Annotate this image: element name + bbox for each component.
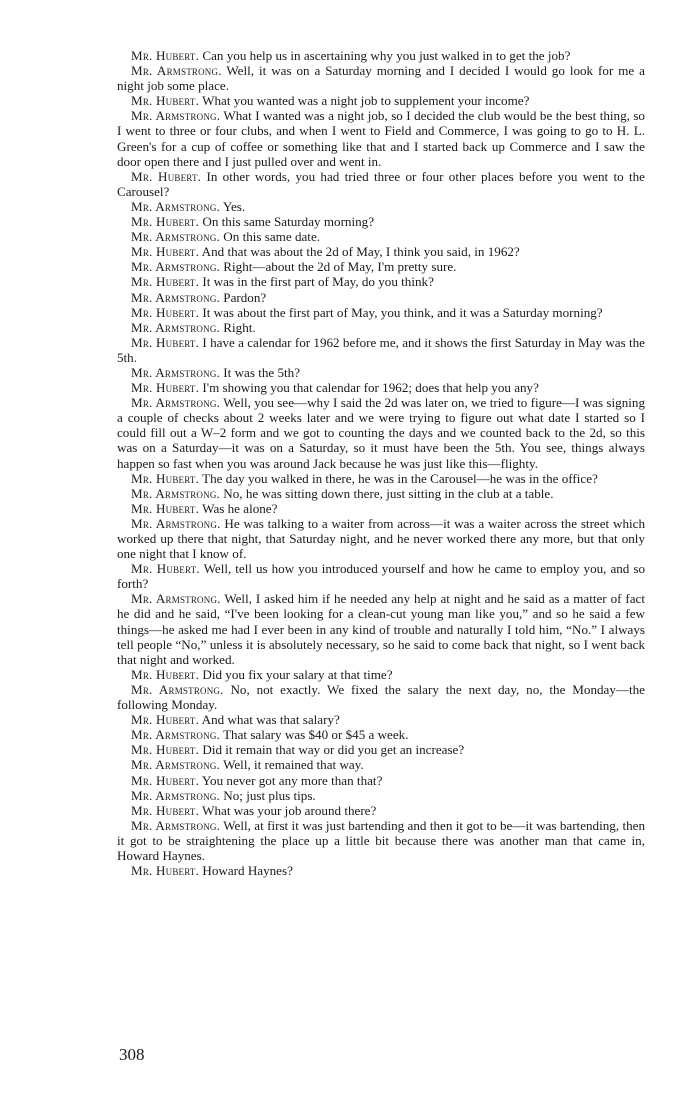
- utterance-text: Pardon?: [223, 289, 267, 305]
- utterance-text: Well, it was on a Saturday morning and I decided I would go look for me a night job some place.: [117, 63, 645, 94]
- transcript-paragraph: [117, 63, 645, 93]
- speaker-name: Mr. Armstrong.: [131, 395, 221, 411]
- transcript-body: [117, 48, 645, 878]
- transcript-paragraph: [117, 259, 645, 274]
- utterance-text: No, not exactly. We fixed the salary the next day, no, the Monday—the following Monday.: [117, 681, 645, 713]
- utterance-text: It was the 5th?: [223, 364, 301, 380]
- utterance-text: Was he alone?: [202, 500, 278, 516]
- transcript-paragraph: [117, 682, 645, 712]
- transcript-paragraph: [117, 516, 645, 561]
- transcript-paragraph: [117, 274, 645, 289]
- utterance-text: No; just plus tips.: [223, 787, 316, 803]
- speaker-name: Mr. Hubert.: [131, 380, 200, 396]
- speaker-name: Mr. Hubert.: [131, 863, 200, 879]
- transcript-paragraph: [117, 395, 645, 470]
- speaker-name: Mr. Armstrong.: [131, 681, 224, 697]
- transcript-paragraph: [117, 335, 645, 365]
- utterance-text: Right—about the 2d of May, I'm pretty sure.: [223, 259, 457, 275]
- speaker-name: Mr. Armstrong.: [131, 485, 221, 501]
- speaker-name: Mr. Hubert.: [131, 772, 200, 788]
- utterance-text: What I wanted was a night job, so I decided the club would be the best thing, so I went to three or four clubs, and when I went to Field and Commerce, I was going to go to H. L. Green's for a cup of coffee or something like that and I started back up Commerce and I saw the door open there and I just pulled over and went in.: [117, 108, 645, 169]
- utterance-text: Did it remain that way or did you get an increase?: [202, 742, 465, 758]
- transcript-paragraph: [117, 561, 645, 591]
- utterance-text: Well, at first it was just bartending and then it got to be—it was bartending, then it got to be straightening the place up a little bit because there was another man that came in, Howard Haynes.: [117, 817, 646, 863]
- transcript-paragraph: [117, 214, 645, 229]
- speaker-name: Mr. Hubert.: [131, 561, 200, 577]
- utterance-text: It was about the first part of May, you think, and it was a Saturday morning?: [202, 304, 603, 320]
- transcript-paragraph: [117, 48, 645, 63]
- speaker-name: Mr. Hubert.: [131, 304, 200, 320]
- speaker-name: Mr. Hubert.: [131, 470, 200, 486]
- utterance-text: Can you help us in ascertaining why you just walked in to get the job?: [202, 48, 571, 63]
- transcript-paragraph: [117, 380, 645, 395]
- speaker-name: Mr. Armstrong.: [131, 817, 221, 833]
- speaker-name: Mr. Hubert.: [131, 93, 200, 109]
- transcript-paragraph: [117, 788, 645, 803]
- transcript-paragraph: [117, 712, 645, 727]
- transcript-paragraph: [117, 305, 645, 320]
- transcript-paragraph: [117, 169, 645, 199]
- utterance-text: It was in the first part of May, do you think?: [202, 274, 434, 290]
- transcript-paragraph: [117, 365, 645, 380]
- transcript-paragraph: [117, 244, 645, 259]
- utterance-text: In other words, you had tried three or four other places before you went to the Carousel?: [117, 168, 645, 199]
- speaker-name: Mr. Armstrong.: [131, 289, 221, 305]
- utterance-text: That salary was $40 or $45 a week.: [223, 727, 409, 743]
- utterance-text: Howard Haynes?: [202, 863, 293, 879]
- speaker-name: Mr. Armstrong.: [131, 787, 221, 803]
- utterance-text: I'm showing you that calendar for 1962; does that help you any?: [202, 380, 539, 396]
- utterance-text: He was talking to a waiter from across—it was a waiter across the street which worked up there that night, that Saturday night, and he never worked there any more, but that only one night that I know of.: [117, 515, 646, 562]
- utterance-text: Well, you see—why I said the 2d was later on, we tried to figure—I was signing a couple of checks about 2 weeks later and we were trying to figure out what date I started so I could fill out a W–2 form and we got to counting the days and we counted back to the 2d, so this was on a Saturday—it was on a Saturday, so it must have been the 5th. You see, things always happen so fast when you was around Jack because he was just like this—flighty.: [117, 395, 645, 471]
- transcript-paragraph: [117, 591, 645, 666]
- transcript-paragraph: [117, 742, 645, 757]
- transcript-paragraph: [117, 501, 645, 516]
- utterance-text: Well, it remained that way.: [223, 757, 364, 773]
- speaker-name: Mr. Hubert.: [131, 214, 200, 230]
- utterance-text: And what was that salary?: [201, 712, 340, 728]
- speaker-name: Mr. Hubert.: [131, 274, 200, 290]
- utterance-text: Well, tell us how you introduced yourself and how he came to employ you, and so forth?: [117, 561, 645, 592]
- transcript-paragraph: [117, 486, 645, 501]
- speaker-name: Mr. Armstrong.: [131, 727, 221, 743]
- speaker-name: Mr. Hubert.: [131, 666, 200, 682]
- utterance-text: And that was about the 2d of May, I think you said, in 1962?: [201, 244, 520, 260]
- speaker-name: Mr. Hubert.: [131, 334, 200, 350]
- transcript-paragraph: [117, 93, 645, 108]
- utterance-text: I have a calendar for 1962 before me, and it shows the first Saturday in May was the 5th.: [117, 334, 645, 365]
- speaker-name: Mr. Armstrong.: [131, 198, 221, 214]
- speaker-name: Mr. Armstrong.: [131, 63, 222, 79]
- speaker-name: Mr. Hubert.: [131, 742, 200, 758]
- utterance-text: What was your job around there?: [202, 802, 377, 818]
- speaker-name: Mr. Hubert.: [131, 244, 200, 260]
- utterance-text: Yes.: [222, 198, 246, 214]
- transcript-paragraph: [117, 320, 645, 335]
- speaker-name: Mr. Armstrong.: [131, 319, 221, 335]
- speaker-name: Mr. Armstrong.: [131, 229, 221, 245]
- transcript-paragraph: [117, 727, 645, 742]
- transcript-paragraph: [117, 773, 645, 788]
- utterance-text: Right.: [223, 319, 256, 335]
- transcript-paragraph: [117, 803, 645, 818]
- speaker-name: Mr. Hubert.: [131, 712, 200, 728]
- speaker-name: Mr. Armstrong.: [131, 515, 221, 531]
- speaker-name: Mr. Hubert.: [131, 48, 200, 63]
- transcript-paragraph: [117, 108, 645, 168]
- transcript-paragraph: [117, 667, 645, 682]
- speaker-name: Mr. Armstrong.: [131, 591, 221, 607]
- transcript-paragraph: [117, 229, 645, 244]
- speaker-name: Mr. Armstrong.: [131, 364, 221, 380]
- speaker-name: Mr. Hubert.: [131, 802, 200, 818]
- transcript-paragraph: [117, 471, 645, 486]
- speaker-name: Mr. Hubert.: [131, 168, 202, 184]
- speaker-name: Mr. Hubert.: [131, 500, 200, 516]
- utterance-text: The day you walked in there, he was in the Carousel—he was in the office?: [202, 470, 598, 486]
- utterance-text: Well, I asked him if he needed any help at night and he said as a matter of fact he did and he said, “I've been looking for a clean-cut young man like you,” and so he said a few things—he asked me had I ever been in any kind of trouble and naturally I told him, “No.” I always tell people “No,” unless it is absolutely necessary, so he said to come back that night, so I went back that night and worked.: [117, 591, 645, 667]
- utterance-text: You never got any more than that?: [201, 772, 383, 788]
- transcript-paragraph: [117, 757, 645, 772]
- utterance-text: No, he was sitting down there, just sitting in the club at a table.: [223, 485, 554, 501]
- page-number: 308: [119, 1045, 145, 1064]
- utterance-text: What you wanted was a night job to supplement your income?: [202, 93, 530, 109]
- utterance-text: On this same Saturday morning?: [202, 214, 375, 230]
- speaker-name: Mr. Armstrong.: [131, 108, 221, 124]
- transcript-paragraph: [117, 863, 645, 878]
- speaker-name: Mr. Armstrong.: [131, 757, 221, 773]
- transcript-paragraph: [117, 290, 645, 305]
- utterance-text: Did you fix your salary at that time?: [202, 666, 393, 682]
- transcript-paragraph: [117, 818, 645, 863]
- utterance-text: On this same date.: [223, 229, 321, 245]
- transcript-paragraph: [117, 199, 645, 214]
- speaker-name: Mr. Armstrong.: [131, 259, 221, 275]
